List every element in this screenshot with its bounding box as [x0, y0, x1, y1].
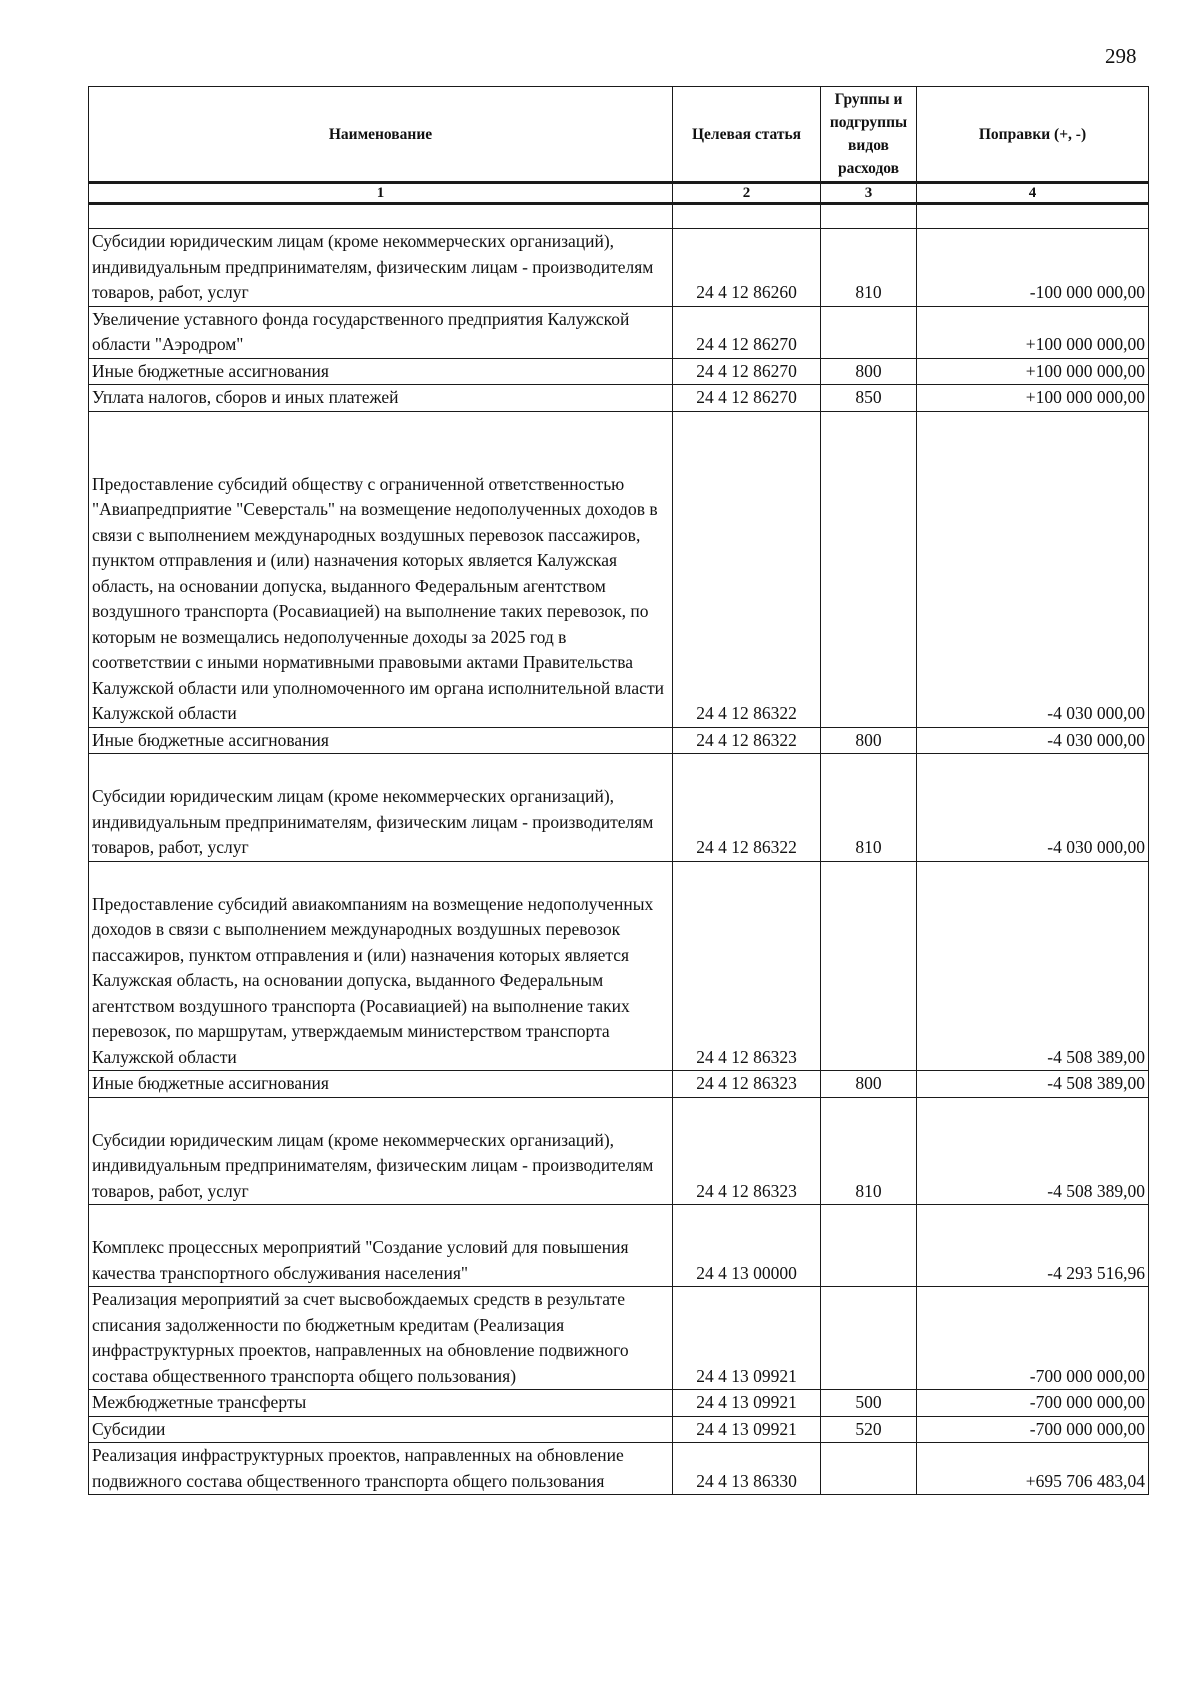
table-row: [89, 754, 1149, 862]
row-name: Реализация инфраструктурных проектов, направленных на обновление подвижного состава общественного транспорта общего пользования: [89, 1443, 673, 1495]
row-target-code: 24 4 12 86323: [673, 1071, 821, 1098]
row-name: Реализация мероприятий за счет высвобождаемых средств в результате списания задолженности по бюджетным кредитам (Реализация инфраструктурных проектов, направленных на обновление подвижного состава общественного транспорта общего пользования): [89, 1287, 673, 1390]
row-expense-group: 800: [821, 727, 917, 754]
row-expense-group: 810: [821, 754, 917, 862]
row-target-code: 24 4 12 86270: [673, 358, 821, 385]
column-number: 3: [821, 183, 917, 204]
row-expense-group: 850: [821, 385, 917, 412]
row-target-code: 24 4 13 09921: [673, 1416, 821, 1443]
row-expense-group: [821, 1287, 917, 1390]
row-name: Субсидии: [89, 1416, 673, 1443]
row-amount: -700 000 000,00: [917, 1390, 1149, 1417]
row-name: Комплекс процессных мероприятий "Создание условий для повышения качества транспортного обслуживания населения": [89, 1205, 673, 1287]
table-header-row: [89, 87, 1149, 183]
row-amount: +695 706 483,04: [917, 1443, 1149, 1495]
row-target-code: 24 4 13 00000: [673, 1205, 821, 1287]
page-number: 298: [1105, 44, 1137, 68]
row-name: Иные бюджетные ассигнования: [89, 358, 673, 385]
row-target-code: 24 4 12 86322: [673, 727, 821, 754]
row-expense-group: 810: [821, 1097, 917, 1205]
row-name: Иные бюджетные ассигнования: [89, 1071, 673, 1098]
row-target-code: 24 4 13 09921: [673, 1287, 821, 1390]
column-number-row: [89, 183, 1149, 204]
row-amount: +100 000 000,00: [917, 306, 1149, 358]
table-row: [89, 1097, 1149, 1205]
row-amount: -4 293 516,96: [917, 1205, 1149, 1287]
header-target: Целевая статья: [673, 87, 821, 183]
header-amendments: Поправки (+, -): [917, 87, 1149, 183]
row-name: Иные бюджетные ассигнования: [89, 727, 673, 754]
row-target-code: 24 4 12 86323: [673, 861, 821, 1071]
row-expense-group: 810: [821, 229, 917, 307]
row-target-code: 24 4 12 86270: [673, 385, 821, 412]
row-target-code: 24 4 13 09921: [673, 1390, 821, 1417]
row-target-code: 24 4 12 86270: [673, 306, 821, 358]
row-expense-group: 520: [821, 1416, 917, 1443]
budget-amendments-table: [88, 86, 1149, 1495]
row-name: Межбюджетные трансферты: [89, 1390, 673, 1417]
row-amount: +100 000 000,00: [917, 385, 1149, 412]
table-row: [89, 727, 1149, 754]
table-row: [89, 861, 1149, 1071]
row-name: Предоставление субсидий обществу с ограниченной ответственностью "Авиапредприятие "Северсталь" на возмещение недополученных доходов в связи с выполнением международных воздушных перевозок пассажиров, пунктом отправления и (или) назначения которых является Калужская область, на основании допуска, выданного Федеральным агентством воздушного транспорта (Росавиацией) на выполнение таких перевозок, по которым не возмещались недополученные доходы за 2025 год в соответствии с иными нормативными правовыми актами Правительства Калужской области или уполномоченного им органа исполнительной власти Калужской области: [89, 411, 673, 727]
table-row: [89, 1416, 1149, 1443]
row-name: Субсидии юридическим лицам (кроме некоммерческих организаций), индивидуальным предпринимателям, физическим лицам - производителям товаров, работ, услуг: [89, 229, 673, 307]
row-amount: -4 508 389,00: [917, 1097, 1149, 1205]
row-expense-group: 500: [821, 1390, 917, 1417]
table-row: [89, 306, 1149, 358]
column-number: 1: [89, 183, 673, 204]
row-expense-group: [821, 306, 917, 358]
table-row: [89, 358, 1149, 385]
column-number: 4: [917, 183, 1149, 204]
row-name: Субсидии юридическим лицам (кроме некоммерческих организаций), индивидуальным предпринимателям, физическим лицам - производителям товаров, работ, услуг: [89, 754, 673, 862]
row-target-code: 24 4 12 86322: [673, 754, 821, 862]
row-name: Уплата налогов, сборов и иных платежей: [89, 385, 673, 412]
row-amount: -4 030 000,00: [917, 411, 1149, 727]
table-row: [89, 1071, 1149, 1098]
row-amount: +100 000 000,00: [917, 358, 1149, 385]
column-number: 2: [673, 183, 821, 204]
table-row: [89, 1443, 1149, 1495]
row-target-code: 24 4 13 86330: [673, 1443, 821, 1495]
table-row: [89, 229, 1149, 307]
row-expense-group: [821, 1443, 917, 1495]
table-row: [89, 1390, 1149, 1417]
row-expense-group: [821, 1205, 917, 1287]
row-amount: -4 508 389,00: [917, 1071, 1149, 1098]
spacer-row: [89, 204, 1149, 229]
header-groups: Группы и подгруппы видов расходов: [821, 87, 917, 183]
table-row: [89, 385, 1149, 412]
row-amount: -700 000 000,00: [917, 1416, 1149, 1443]
row-expense-group: [821, 861, 917, 1071]
row-amount: -4 030 000,00: [917, 754, 1149, 862]
row-expense-group: [821, 411, 917, 727]
header-name: Наименование: [89, 87, 673, 183]
row-amount: -700 000 000,00: [917, 1287, 1149, 1390]
row-expense-group: 800: [821, 1071, 917, 1098]
row-name: Увеличение уставного фонда государственного предприятия Калужской области "Аэродром": [89, 306, 673, 358]
row-amount: -4 508 389,00: [917, 861, 1149, 1071]
row-target-code: 24 4 12 86260: [673, 229, 821, 307]
row-amount: -100 000 000,00: [917, 229, 1149, 307]
row-target-code: 24 4 12 86323: [673, 1097, 821, 1205]
table-row: [89, 1205, 1149, 1287]
table-row: [89, 411, 1149, 727]
row-amount: -4 030 000,00: [917, 727, 1149, 754]
row-expense-group: 800: [821, 358, 917, 385]
row-target-code: 24 4 12 86322: [673, 411, 821, 727]
table-row: [89, 1287, 1149, 1390]
row-name: Предоставление субсидий авиакомпаниям на возмещение недополученных доходов в связи с выполнением международных воздушных перевозок пассажиров, пунктом отправления и (или) назначения которых является Калужская область, на основании допуска, выданного Федеральным агентством воздушного транспорта (Росавиацией) на выполнение таких перевозок, по маршрутам, утверждаемым министерством транспорта Калужской области: [89, 861, 673, 1071]
row-name: Субсидии юридическим лицам (кроме некоммерческих организаций), индивидуальным предпринимателям, физическим лицам - производителям товаров, работ, услуг: [89, 1097, 673, 1205]
